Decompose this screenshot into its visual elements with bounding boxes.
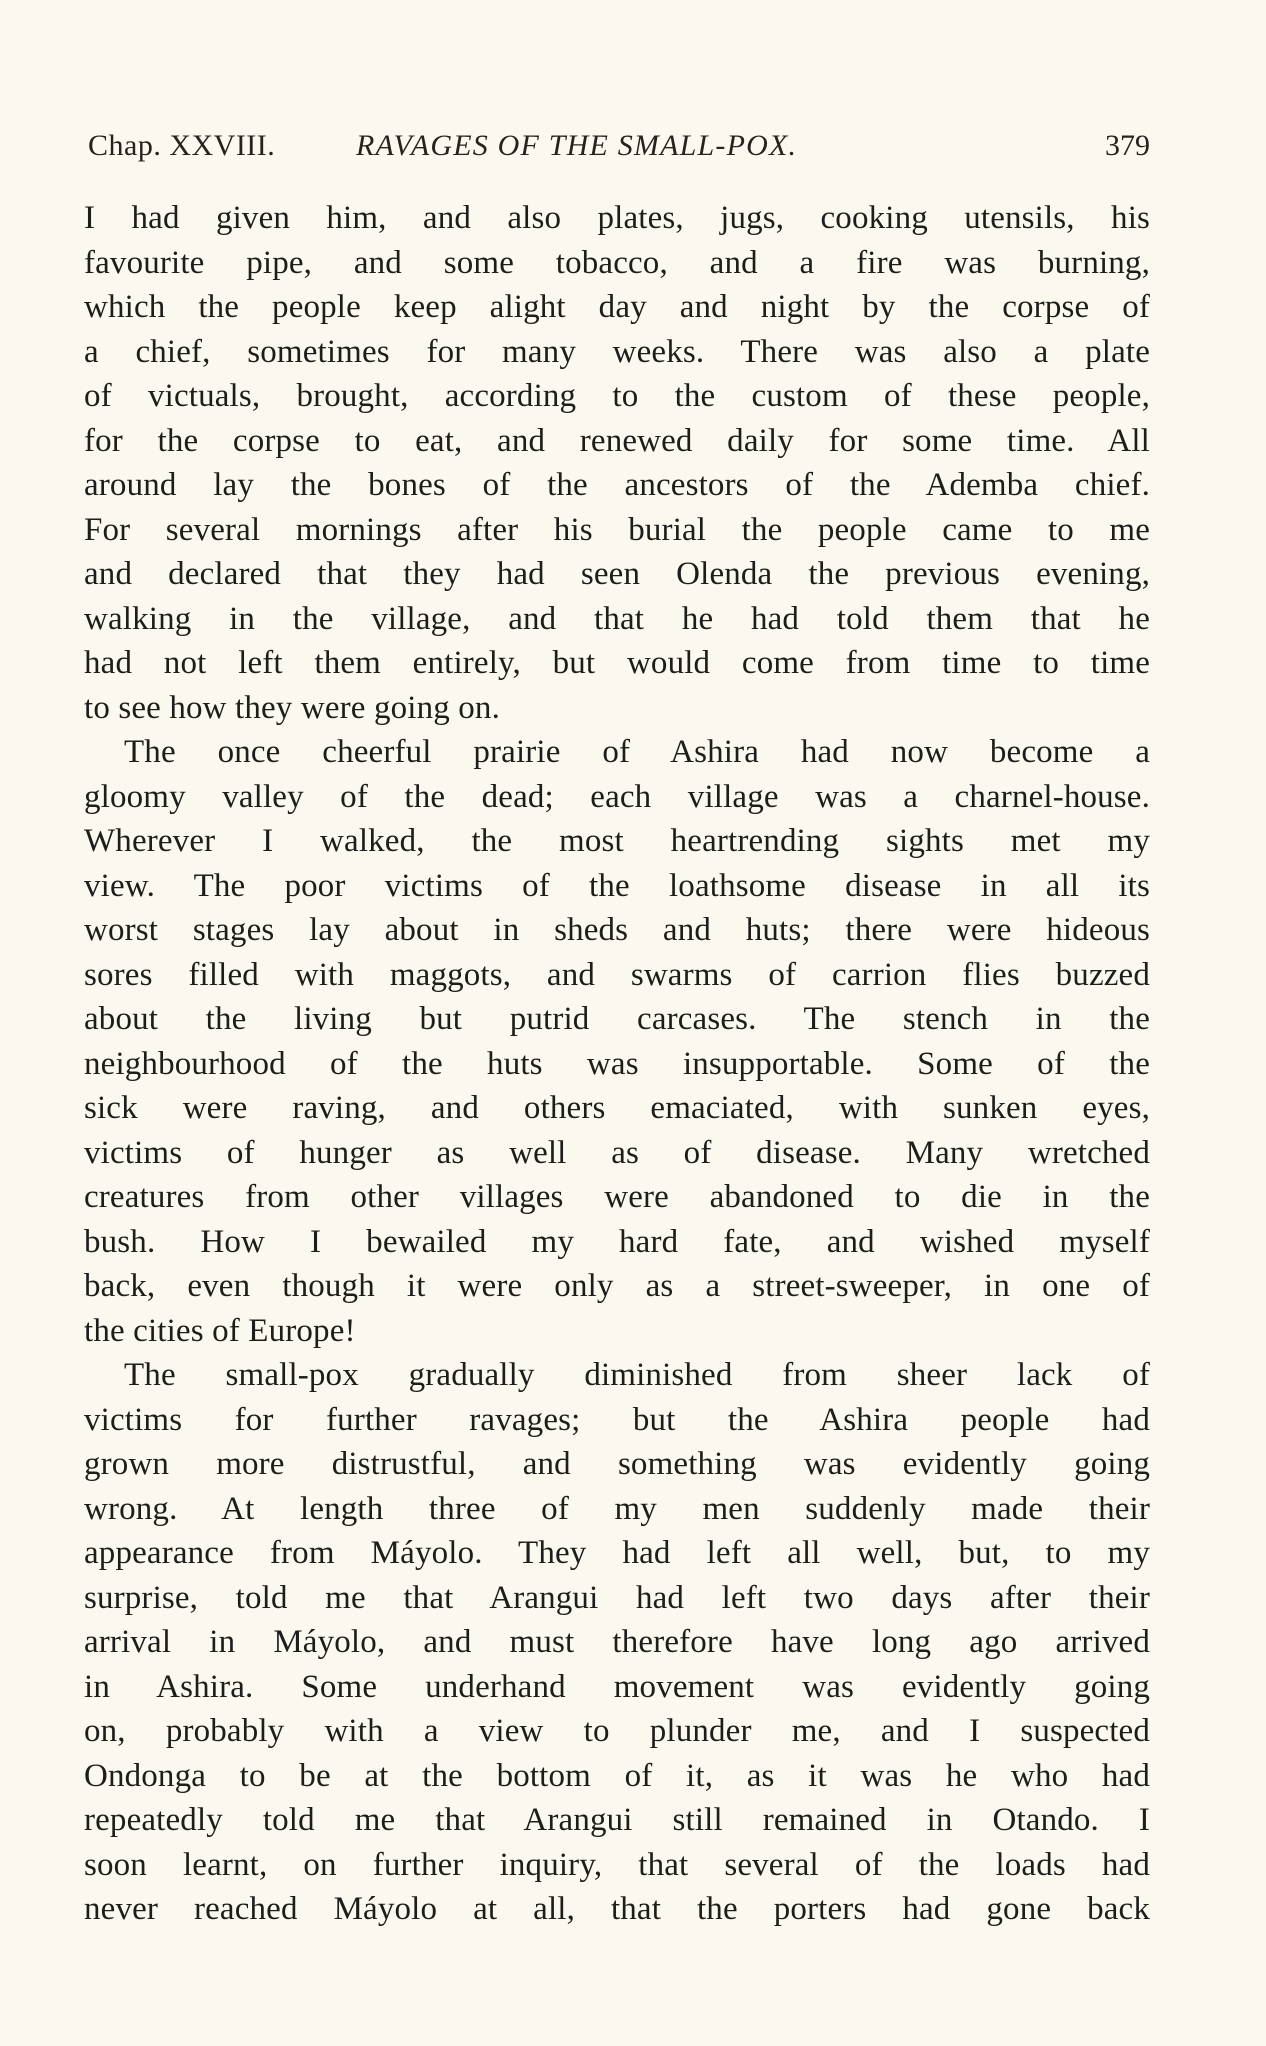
chapter-label: Chap. XXVIII.	[88, 129, 276, 162]
text-line: never reached Máyolo at all, that the porters had gone back	[84, 1891, 1150, 1927]
text-line: bush. How I bewailed my hard fate, and wished myself	[84, 1223, 1150, 1260]
text-line: worst stages lay about in sheds and huts; there were hideous	[84, 912, 1150, 948]
text-line: view. The poor victims of the loathsome disease in all its	[84, 867, 1150, 904]
text-line: Wherever I walked, the most heartrending sights met my	[84, 823, 1150, 859]
text-line: victims for further ravages; but the Ashira people had	[84, 1401, 1150, 1438]
text-line: for the corpse to eat, and renewed daily for some time. All	[84, 422, 1150, 459]
text-line: sick were raving, and others emaciated, with sunken eyes,	[84, 1090, 1150, 1126]
text-line: wrong. At length three of my men suddenly made their	[84, 1490, 1150, 1527]
text-line: walking in the village, and that he had told them that he	[84, 600, 1150, 637]
text-line: to see how they were going on.	[84, 689, 500, 726]
text-line: gloomy valley of the dead; each village was a charnel-house.	[84, 778, 1150, 815]
text-line: appearance from Máyolo. They had left all well, but, to my	[84, 1535, 1150, 1571]
text-line: neighbourhood of the huts was insupportable. Some of the	[84, 1045, 1150, 1082]
text-line: had not left them entirely, but would come from time to time	[84, 645, 1150, 681]
running-title: RAVAGES OF THE SMALL-POX.	[356, 129, 798, 162]
text-line: about the living but putrid carcases. The stench in the	[84, 1001, 1150, 1037]
body-text	[84, 196, 1150, 1932]
text-line: around lay the bones of the ancestors of the Ademba chief.	[84, 467, 1150, 503]
text-line: of victuals, brought, according to the custom of these people,	[84, 378, 1150, 414]
text-line: back, even though it were only as a street-sweeper, in one of	[84, 1268, 1150, 1304]
text-line: and declared that they had seen Olenda the previous evening,	[84, 556, 1150, 592]
text-line: victims of hunger as well as of disease. Many wretched	[84, 1134, 1150, 1171]
text-line: The small-pox gradually diminished from sheer lack of	[124, 1357, 1150, 1393]
text-line: soon learnt, on further inquiry, that several of the loads had	[84, 1846, 1150, 1883]
text-line: Ondonga to be at the bottom of it, as it was he who had	[84, 1757, 1150, 1794]
running-head	[88, 126, 1150, 166]
text-line: arrival in Máyolo, and must therefore have long ago arrived	[84, 1624, 1150, 1660]
text-line: favourite pipe, and some tobacco, and a fire was burning,	[84, 244, 1150, 281]
text-line: repeatedly told me that Arangui still remained in Otando. I	[84, 1802, 1150, 1838]
text-line: For several mornings after his burial the people came to me	[84, 511, 1150, 548]
text-line: which the people keep alight day and night by the corpse of	[84, 289, 1150, 325]
text-line: the cities of Europe!	[84, 1312, 356, 1349]
text-line: grown more distrustful, and something was evidently going	[84, 1446, 1150, 1482]
text-line: surprise, told me that Arangui had left two days after their	[84, 1579, 1150, 1616]
text-line: The once cheerful prairie of Ashira had now become a	[124, 734, 1150, 770]
text-line: in Ashira. Some underhand movement was evidently going	[84, 1668, 1150, 1705]
text-line: creatures from other villages were abandoned to die in the	[84, 1179, 1150, 1215]
text-line: a chief, sometimes for many weeks. There was also a plate	[84, 333, 1150, 370]
text-line: sores filled with maggots, and swarms of carrion flies buzzed	[84, 956, 1150, 993]
text-line: on, probably with a view to plunder me, and I suspected	[84, 1713, 1150, 1749]
text-line: I had given him, and also plates, jugs, cooking utensils, his	[84, 200, 1150, 236]
page-number: 379	[1105, 129, 1150, 162]
